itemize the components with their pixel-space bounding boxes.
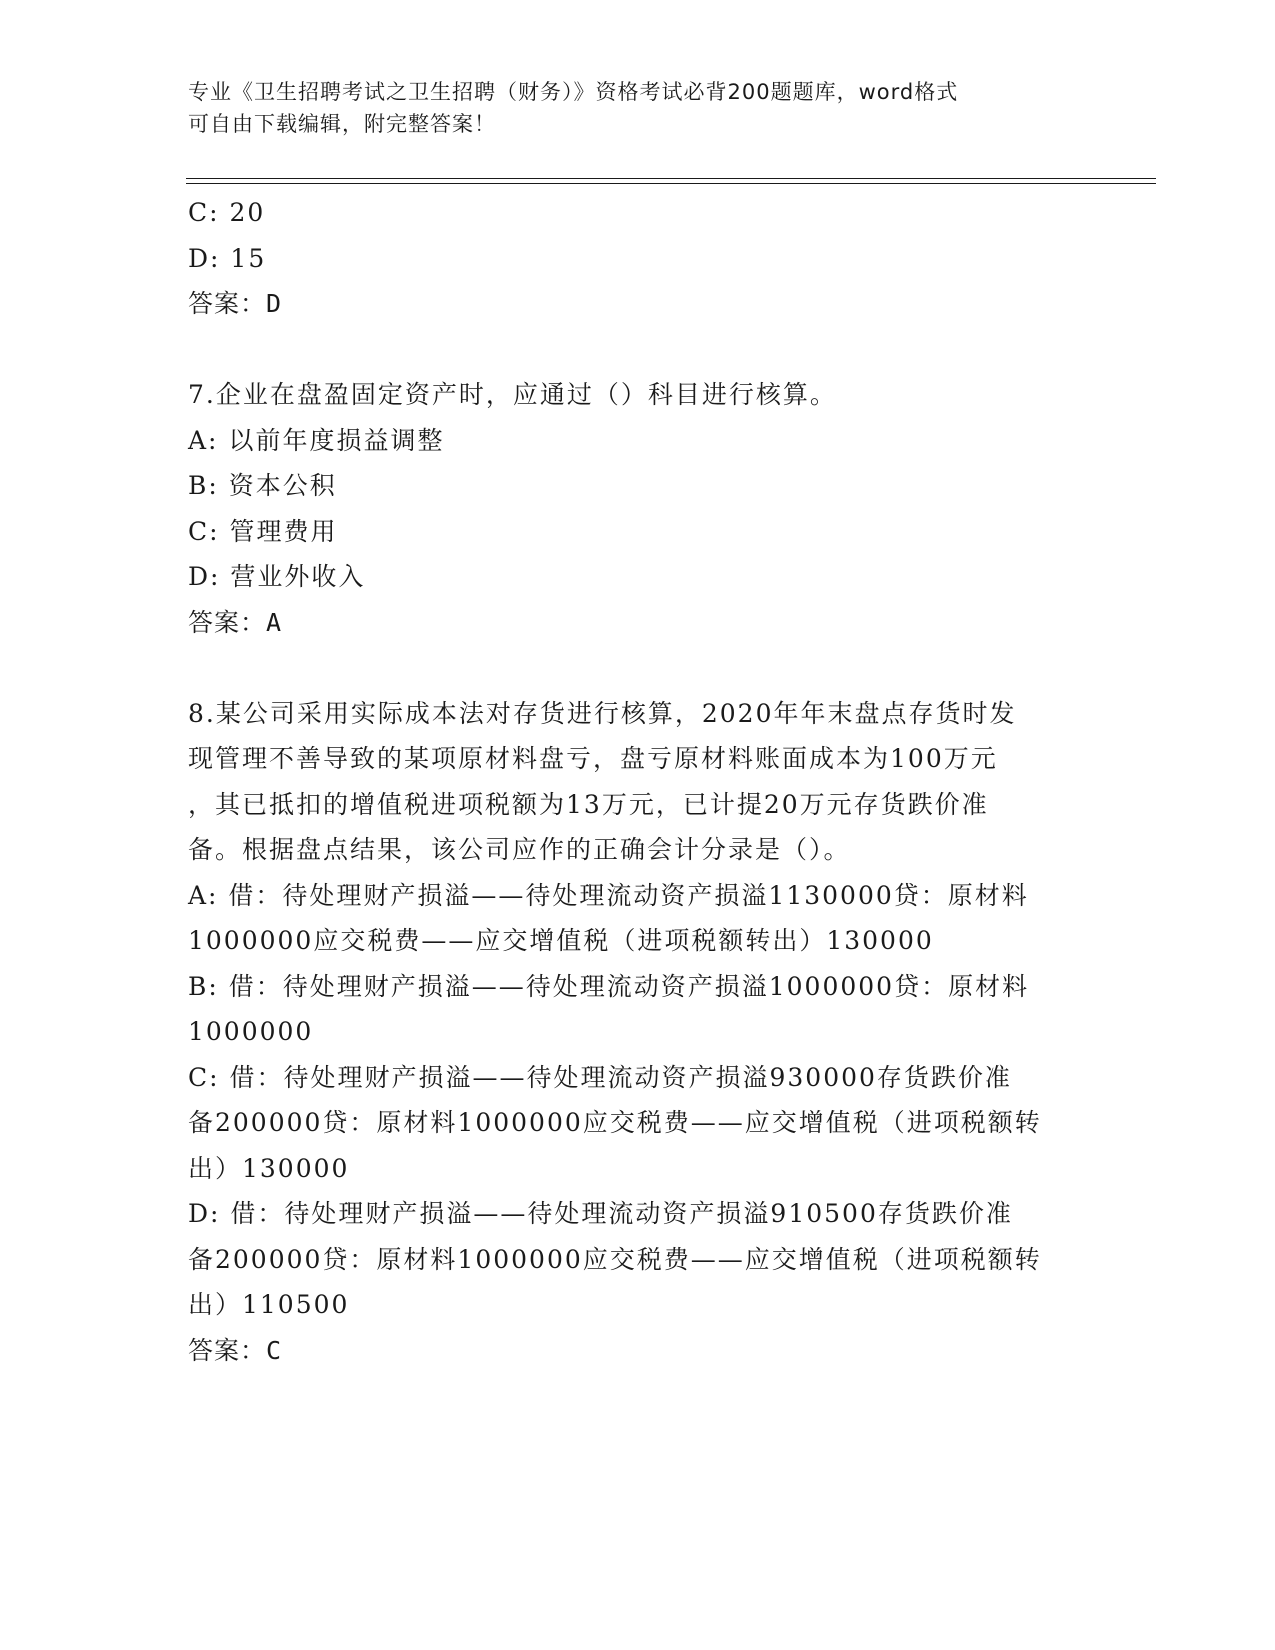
header-line-1: 专业《卫生招聘考试之卫生招聘（财务）》资格考试必背200题题库，word格式	[188, 80, 959, 104]
option-d	[188, 554, 1088, 600]
header-rule-bottom	[186, 183, 1156, 184]
option-c	[188, 509, 1088, 555]
question-8-stem-line: 8.某公司采用实际成本法对存货进行核算，2020年年末盘点存货时发	[188, 698, 1017, 728]
option-text: 20	[229, 198, 266, 227]
option-c-line: 备200000贷：原材料1000000应交税费——应交增值税（进项税额转	[188, 1108, 1042, 1137]
option-b-line: B: 借：待处理财产损溢——待处理流动资产损溢1000000贷：原材料	[188, 971, 1030, 1001]
document-body	[188, 190, 1088, 1373]
option-a-line: A: 借：待处理财产损溢——待处理流动资产损溢1130000贷：原材料	[188, 880, 1029, 910]
option-c-line: C: 借：待处理财产损溢——待处理流动资产损溢930000存货跌价准	[188, 1062, 1012, 1092]
answer-label: 答案：	[188, 1335, 267, 1365]
option-c	[188, 190, 1088, 236]
option-label: D:	[188, 562, 221, 591]
option-d-line: 备200000贷：原材料1000000应交税费——应交增值税（进项税额转	[188, 1244, 1042, 1274]
option-text: 15	[230, 243, 267, 273]
answer-value: D	[266, 289, 283, 318]
option-text: 以前年度损益调整	[228, 425, 445, 455]
question-8-stem-line: 备。根据盘点结果，该公司应作的正确会计分录是（）。	[188, 835, 851, 864]
document-header	[188, 76, 1068, 140]
option-d	[188, 236, 1088, 282]
header-line-2: 可自由下载编辑，附完整答案！	[188, 112, 496, 136]
option-label: D:	[188, 243, 221, 273]
option-label: B:	[188, 471, 219, 500]
option-b-line: 1000000	[188, 1017, 314, 1046]
option-text: 资本公积	[228, 471, 337, 500]
spacer	[188, 645, 1088, 691]
option-c-line: 出）130000	[188, 1153, 350, 1183]
option-b	[188, 463, 1088, 509]
option-label: A:	[188, 425, 219, 455]
answer-line	[188, 1328, 1088, 1374]
answer-line	[188, 281, 1088, 327]
spacer	[188, 327, 1088, 373]
option-d-line: 出）110500	[188, 1290, 350, 1319]
option-text: 管理费用	[229, 516, 338, 546]
question-8-stem-line: ，其已抵扣的增值税进项税额为13万元，已计提20万元存货跌价准	[188, 789, 989, 819]
answer-label: 答案：	[188, 607, 267, 637]
option-a-line: 1000000应交税费——应交增值税（进项税额转出）130000	[188, 926, 934, 955]
option-text: 营业外收入	[230, 562, 366, 591]
question-8-stem-line: 现管理不善导致的某项原材料盘亏，盘亏原材料账面成本为100万元	[188, 744, 998, 773]
option-d-line: D: 借：待处理财产损溢——待处理流动资产损溢910500存货跌价准	[188, 1199, 1013, 1228]
option-a	[188, 418, 1088, 464]
option-label: C:	[188, 198, 220, 227]
answer-line	[188, 600, 1088, 646]
option-label: C:	[188, 516, 220, 546]
question-7-stem: 7.企业在盘盈固定资产时，应通过（）科目进行核算。	[188, 380, 837, 409]
answer-value: C	[266, 1335, 283, 1365]
header-rule-top	[186, 178, 1156, 179]
answer-label: 答案：	[188, 289, 267, 318]
answer-value: A	[266, 607, 283, 637]
